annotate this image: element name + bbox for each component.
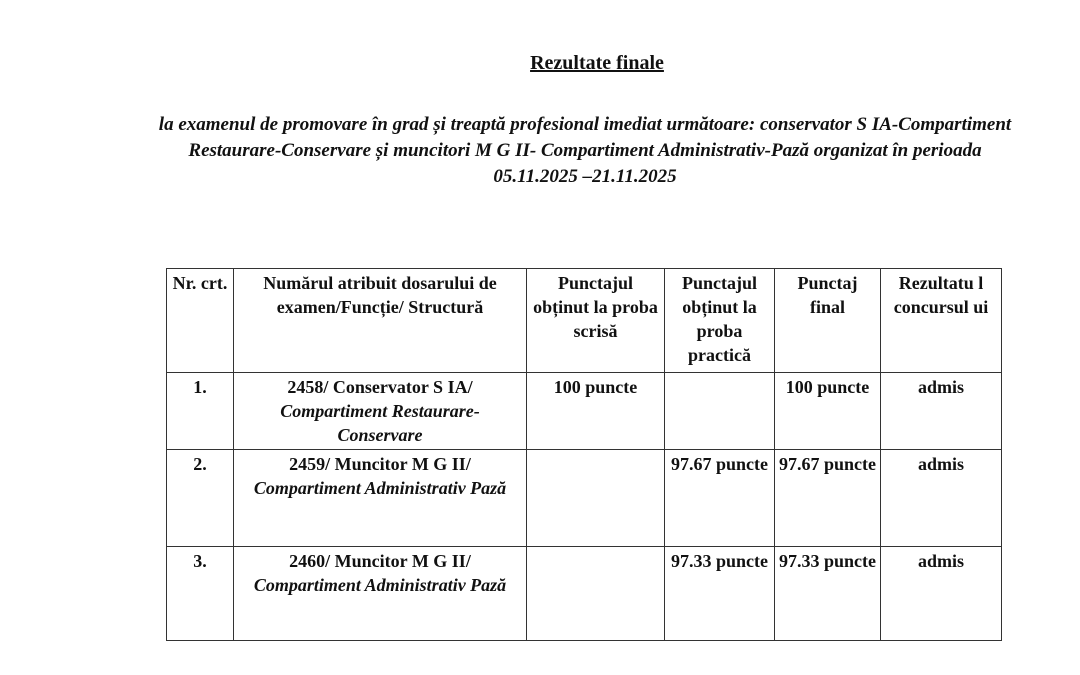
dosar-functie: 2458/ Conservator S IA/: [287, 377, 473, 397]
cell-scris: [527, 450, 665, 547]
header-nr: Nr. crt.: [167, 269, 234, 373]
cell-scris: [527, 547, 665, 641]
cell-dosar: [234, 547, 527, 641]
cell-rezultat: admis: [881, 450, 1002, 547]
cell-nr: 2.: [167, 450, 234, 547]
dosar-structura: Compartiment Restaurare-Conservare: [280, 401, 480, 445]
table-row: [167, 547, 1002, 641]
cell-final: 97.67 puncte: [775, 450, 881, 547]
dosar-structura: Compartiment Administrativ Pază: [253, 478, 507, 498]
cell-nr: 3.: [167, 547, 234, 641]
dosar-functie: 2459/ Muncitor M G II/: [289, 454, 471, 474]
header-scris: Punctajul obținut la proba scrisă: [527, 269, 665, 373]
dosar-functie: 2460/ Muncitor M G II/: [289, 551, 471, 571]
dosar-structura: Compartiment Administrativ Pază: [253, 575, 507, 595]
cell-final: 97.33 puncte: [775, 547, 881, 641]
document-subtitle: la examenul de promovare în grad și treaptă profesional imediat următoare: conservator S IA-Compartiment Restaurare-Conservare și muncitori M G II- Compartiment Administrativ-Pază organizat în perioada 05.11.2025 –21.11.2025: [158, 114, 1012, 187]
cell-final: 100 puncte: [775, 373, 881, 450]
table-row: [167, 373, 1002, 450]
table-header-row: [167, 269, 1002, 373]
cell-dosar: [234, 373, 527, 450]
header-final: Punctaj final: [775, 269, 881, 373]
cell-rezultat: admis: [881, 373, 1002, 450]
cell-practic: [665, 373, 775, 450]
cell-dosar: [234, 450, 527, 547]
cell-practic: 97.33 puncte: [665, 547, 775, 641]
cell-practic: 97.67 puncte: [665, 450, 775, 547]
results-table: [166, 268, 1002, 641]
document-title: Rezultate finale: [530, 52, 664, 74]
cell-rezultat: admis: [881, 547, 1002, 641]
header-rezultat: Rezultatu l concursul ui: [881, 269, 1002, 373]
header-practic: Punctajul obținut la proba practică: [665, 269, 775, 373]
cell-scris: 100 puncte: [527, 373, 665, 450]
cell-nr: 1.: [167, 373, 234, 450]
header-dosar: Numărul atribuit dosarului de examen/Funcție/ Structură: [234, 269, 527, 373]
table-row: [167, 450, 1002, 547]
